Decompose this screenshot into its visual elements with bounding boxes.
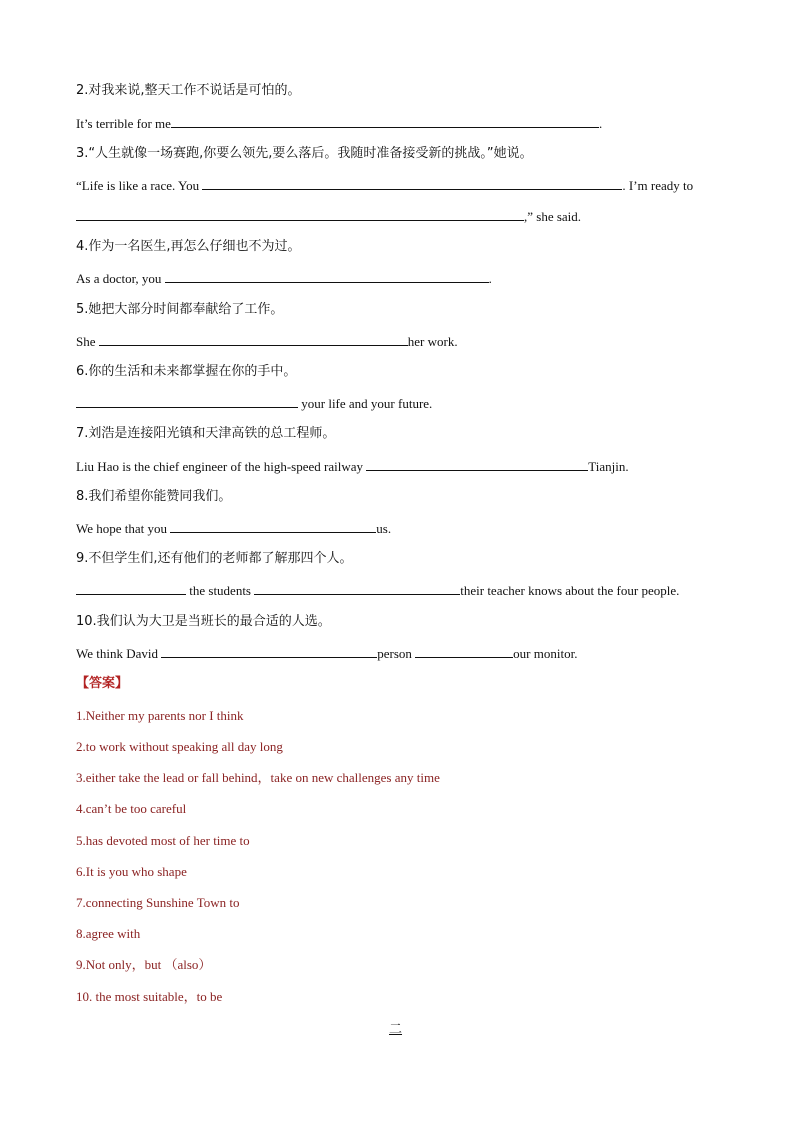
answer-9: 9.Not only，but （also） [76,957,212,972]
answer-blank[interactable] [254,581,460,595]
answer-3: 3.either take the lead or fall behind，take on new challenges any time [76,770,440,785]
question-4-english: As a doctor, you . [76,271,492,286]
answer-7: 7.connecting Sunshine Town to [76,895,240,910]
question-10-english: We think David person our monitor. [76,646,578,661]
answer-blank[interactable] [165,269,489,283]
answer-blank[interactable] [76,394,298,408]
question-3-english-line2: ,” she said. [76,207,581,226]
answer-blank[interactable] [161,644,377,658]
question-7-chinese: 7.刘浩是连接阳光镇和天津高铁的总工程师。 [76,426,336,441]
question-3-chinese: 3.“人生就像一场赛跑,你要么领先,要么落后。我随时准备接受新的挑战。”她说。 [76,146,533,161]
answer-4: 4.can’t be too careful [76,801,187,816]
question-9-chinese: 9.不但学生们,还有他们的老师都了解那四个人。 [76,551,353,566]
question-9-english: the students their teacher knows about the four people. [76,581,679,600]
question-5-chinese: 5.她把大部分时间都奉献给了工作。 [76,302,284,317]
question-5-english: She her work. [76,334,458,349]
answer-blank[interactable] [170,519,376,533]
answer-10: 10. the most suitable，to be [76,989,223,1004]
question-2-chinese: 2.对我来说,整天工作不说话是可怕的。 [76,83,301,98]
answer-blank[interactable] [366,457,588,471]
answer-1: 1.Neither my parents nor I think [76,708,244,723]
answer-blank[interactable] [202,176,622,190]
question-10-chinese: 10.我们认为大卫是当班长的最合适的人选。 [76,614,331,629]
answer-blank[interactable] [415,644,513,658]
question-7-english: Liu Hao is the chief engineer of the high-speed railway Tianjin. [76,459,629,474]
page-number: 二 [389,1022,403,1037]
answer-2: 2.to work without speaking all day long [76,739,283,754]
answer-8: 8.agree with [76,926,141,941]
answer-blank[interactable] [76,207,524,221]
answer-blank[interactable] [99,332,408,346]
question-6-chinese: 6.你的生活和未来都掌握在你的手中。 [76,364,297,379]
question-8-chinese: 8.我们希望你能赞同我们。 [76,489,232,504]
answer-6: 6.It is you who shape [76,864,187,879]
answer-blank[interactable] [76,581,186,595]
question-6-english: your life and your future. [76,394,432,413]
answer-header: 【答案】 [76,676,129,691]
question-2-english: It’s terrible for me . [76,116,603,131]
question-4-chinese: 4.作为一名医生,再怎么仔细也不为过。 [76,239,301,254]
answer-blank[interactable] [171,114,599,128]
answer-5: 5.has devoted most of her time to [76,833,250,848]
question-3-english-line1: “Life is like a race. You . I’m ready to [76,178,694,193]
question-8-english: We hope that you us. [76,521,392,536]
